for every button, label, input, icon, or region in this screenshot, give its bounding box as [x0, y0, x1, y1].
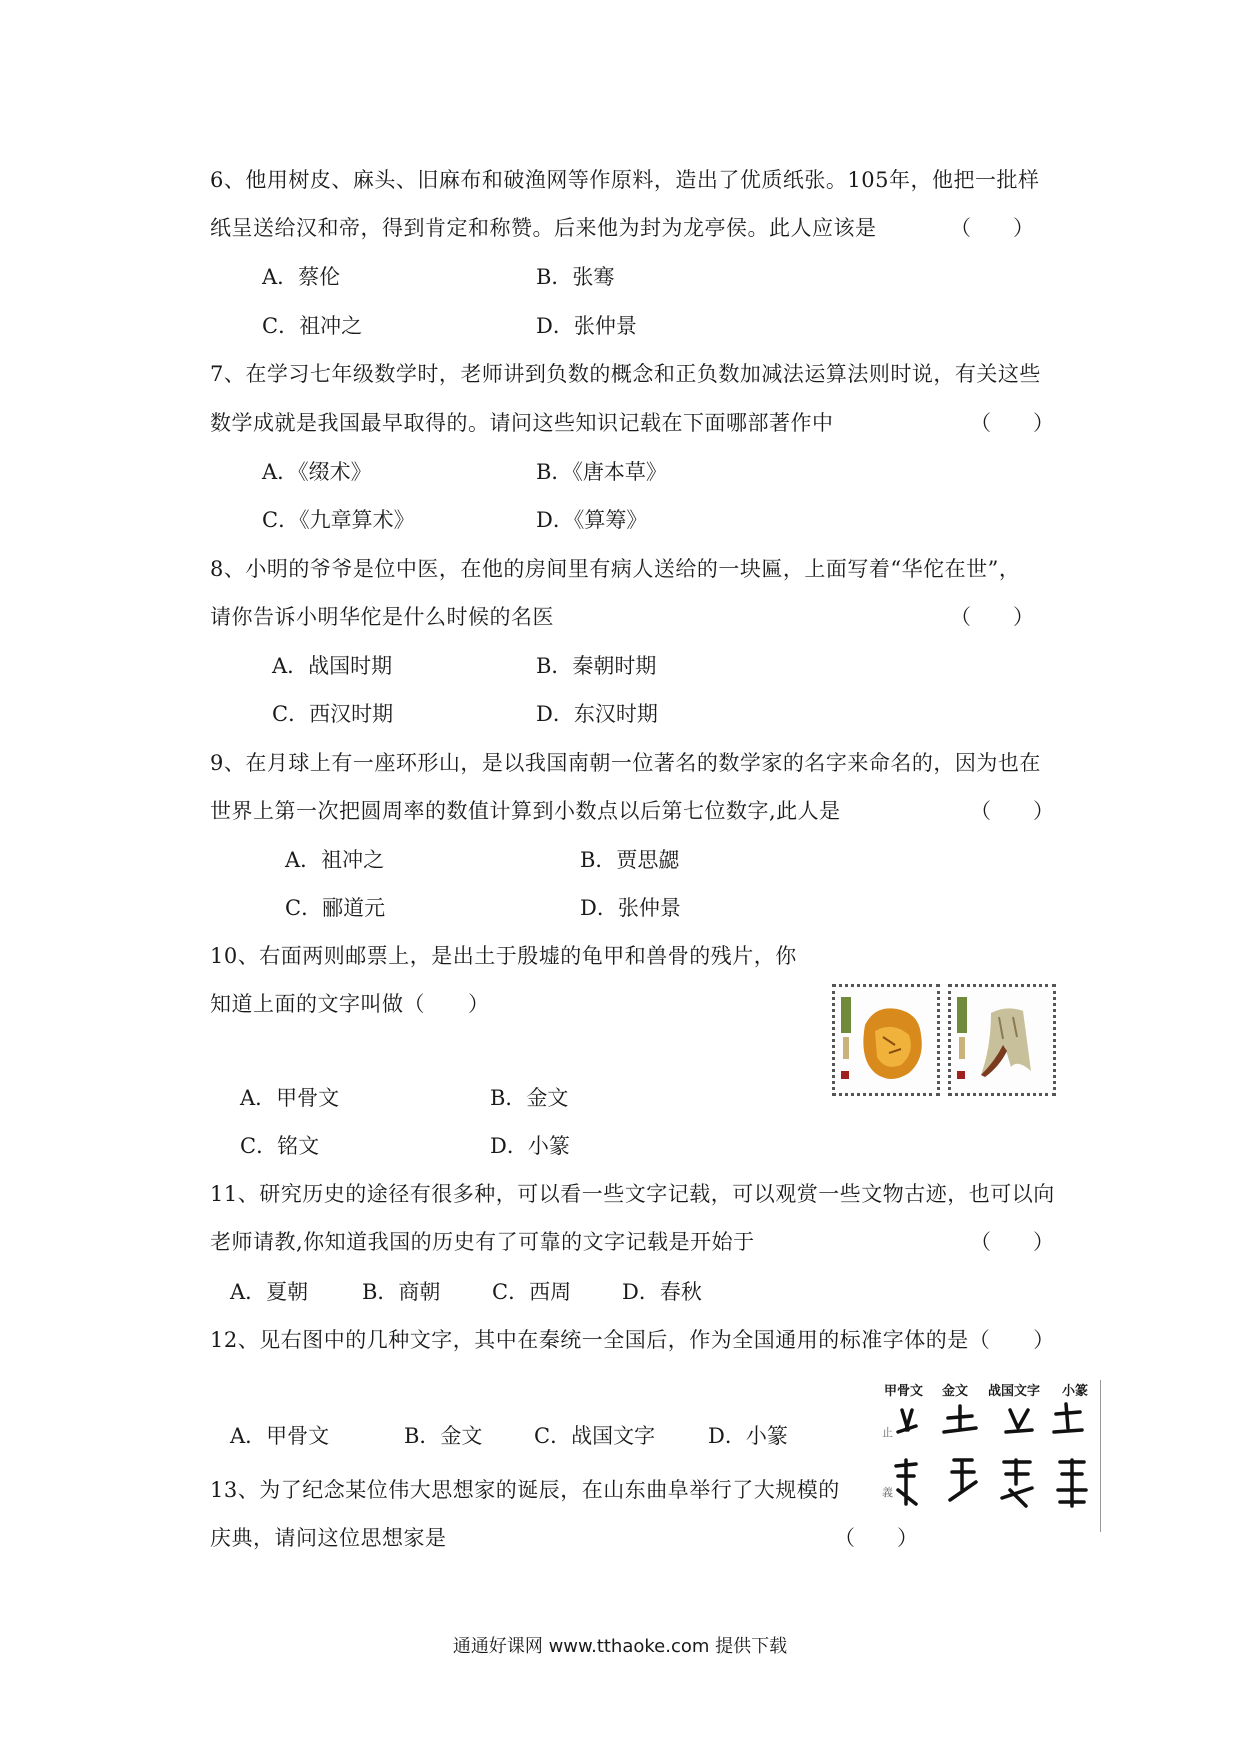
option-a: A．战国时期 [272, 654, 393, 678]
question-6-line-1: 6、他用树皮、麻头、旧麻布和破渔网等作原料，造出了优质纸张。105年，他把一批样 [210, 168, 1040, 192]
option-a: A．夏朝 [230, 1280, 309, 1304]
question-6-line-2: 纸呈送给汉和帝，得到肯定和称赞。后来他为封为龙亭侯。此人应该是 [210, 216, 877, 240]
script-comparison-figure [860, 1380, 1101, 1532]
answer-blank: （ ） [834, 1526, 918, 1550]
option-d: D．小篆 [708, 1424, 788, 1448]
tortoise-shell-image [835, 987, 937, 1093]
stamp-animal-bone [948, 984, 1056, 1096]
row-label-2: 義 [882, 1486, 893, 1499]
option-b: B．商朝 [362, 1280, 441, 1304]
option-c: C．《九章算术》 [262, 508, 415, 532]
question-11-line-2: 老师请教,你知道我国的历史有了可靠的文字记载是开始于 [210, 1230, 755, 1254]
answer-blank: （ ） [970, 799, 1054, 823]
option-c: C．战国文字 [534, 1424, 656, 1448]
question-10-line-1: 10、右面两则邮票上，是出土于殷墟的龟甲和兽骨的残片，你 [210, 944, 797, 968]
answer-blank: （ ） [970, 411, 1054, 435]
option-b: B．《唐本草》 [536, 460, 667, 484]
animal-bone-image [951, 987, 1053, 1093]
option-b: B．金文 [490, 1086, 569, 1110]
option-c: C．郦道元 [285, 896, 386, 920]
option-b: B．金文 [404, 1424, 483, 1448]
option-c: C．西汉时期 [272, 702, 394, 726]
option-d: D．张仲景 [536, 314, 637, 338]
row-label-1: 止 [882, 1426, 893, 1439]
option-a: A．蔡伦 [262, 265, 341, 289]
question-7-line-2: 数学成就是我国最早取得的。请问这些知识记载在下面哪部著作中 [210, 411, 834, 435]
option-b: B．张骞 [536, 265, 615, 289]
question-9-line-1: 9、在月球上有一座环形山，是以我国南朝一位著名的数学家的名字来命名的，因为也在 [210, 751, 1041, 775]
option-a: A．甲骨文 [230, 1424, 330, 1448]
option-d: D．春秋 [622, 1280, 702, 1304]
header-bronze: 金文 [942, 1384, 969, 1399]
option-a: A．《缀术》 [262, 460, 372, 484]
option-c: C．西周 [492, 1280, 572, 1304]
ancient-glyphs-image [860, 1380, 1100, 1532]
answer-blank: （ ） [950, 216, 1034, 240]
header-warring-states: 战国文字 [988, 1384, 1041, 1399]
option-c: C．祖冲之 [262, 314, 363, 338]
question-13-line-1: 13、为了纪念某位伟大思想家的诞辰，在山东曲阜举行了大规模的 [210, 1478, 840, 1502]
question-7-line-1: 7、在学习七年级数学时，老师讲到负数的概念和正负数加减法运算法则时说，有关这些 [210, 362, 1041, 386]
header-small-seal: 小篆 [1062, 1384, 1089, 1399]
answer-blank: （ ） [970, 1230, 1054, 1254]
footer-watermark: 通通好课网 www.tthaoke.com 提供下载 [452, 1636, 788, 1657]
option-d: D．东汉时期 [536, 702, 658, 726]
option-c: C．铭文 [240, 1134, 320, 1158]
option-b: B．贾思勰 [580, 848, 680, 872]
option-b: B．秦朝时期 [536, 654, 657, 678]
option-d: D．《算筹》 [536, 508, 648, 532]
stamp-tortoise-shell [832, 984, 940, 1096]
option-a: A．祖冲之 [285, 848, 385, 872]
option-a: A．甲骨文 [240, 1086, 340, 1110]
question-10-line-2: 知道上面的文字叫做（ ） [210, 992, 490, 1016]
oracle-bone-stamps [832, 984, 1060, 1096]
question-9-line-2: 世界上第一次把圆周率的数值计算到小数点以后第七位数字,此人是 [210, 799, 841, 823]
header-oracle-bone: 甲骨文 [884, 1384, 924, 1399]
answer-blank: （ ） [950, 605, 1034, 629]
question-8-line-1: 8、小明的爷爷是位中医，在他的房间里有病人送给的一块匾，上面写着“华佗在世”， [210, 557, 1021, 581]
option-d: D．张仲景 [580, 896, 681, 920]
question-8-line-2: 请你告诉小明华佗是什么时候的名医 [210, 605, 554, 629]
question-12-line-1: 12、见右图中的几种文字，其中在秦统一全国后，作为全国通用的标准字体的是（ ） [210, 1328, 1055, 1352]
question-11-line-1: 11、研究历史的途径有很多种，可以看一些文字记载，可以观赏一些文物古迹，也可以向 [210, 1182, 1055, 1206]
option-d: D．小篆 [490, 1134, 570, 1158]
question-13-line-2: 庆典，请问这位思想家是 [210, 1526, 447, 1550]
